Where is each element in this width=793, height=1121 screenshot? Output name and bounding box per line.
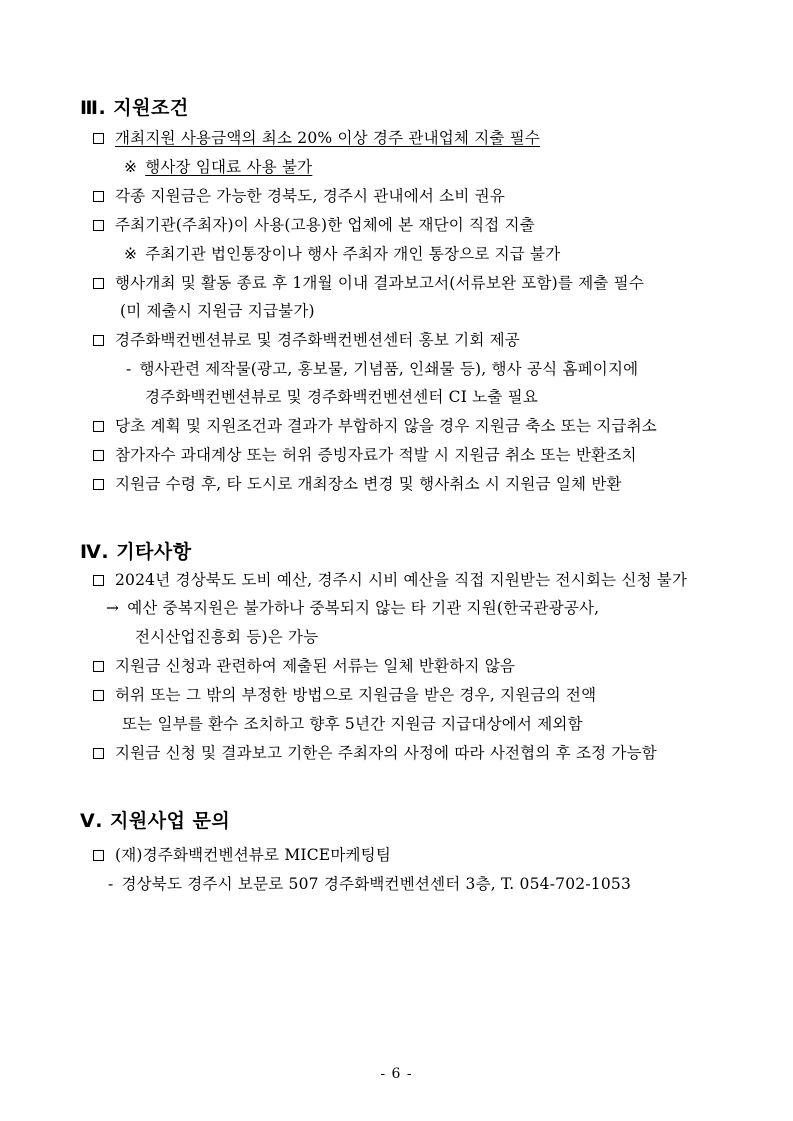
list-item-text: 주최기관(주최자)이 사용(고용)한 업체에 본 재단이 직접 지출 <box>115 216 535 234</box>
reference-mark: ※ <box>124 245 138 263</box>
list-item <box>93 416 657 436</box>
list-item <box>93 445 637 465</box>
dash-mark: - <box>108 875 114 893</box>
list-item <box>93 743 657 763</box>
list-item <box>93 186 505 206</box>
continuation-text <box>145 387 538 407</box>
section-heading-5: Ⅴ. 지원사업 문의 <box>80 810 231 832</box>
page-number: - 6 - <box>380 1066 413 1082</box>
checkbox-bullet-icon <box>93 335 104 346</box>
arrow-item-text: 예산 중복지원은 불가하나 중복되지 않는 타 기관 지원(한국관광공사, <box>127 599 600 617</box>
continuation-text-span: (미 제출시 지원금 지급불가) <box>120 302 315 320</box>
continuation-text <box>120 301 315 321</box>
section-heading-3: Ⅲ. 지원조건 <box>80 97 189 119</box>
list-item-text: 지원금 신청과 관련하여 제출된 서류는 일체 반환하지 않음 <box>115 657 516 675</box>
list-item <box>93 273 644 293</box>
list-item-text: 지원금 수령 후, 타 도시로 개최장소 변경 및 행사취소 시 지원금 일체 반환 <box>115 475 622 493</box>
checkbox-bullet-icon <box>93 748 104 759</box>
checkbox-bullet-icon <box>93 479 104 490</box>
list-item-text: (재)경주화백컨벤션뷰로 MICE마케팅팀 <box>115 846 392 864</box>
checkbox-bullet-icon <box>93 278 104 289</box>
arrow-right-icon: → <box>106 599 120 617</box>
list-item-text: 경주화백컨벤션뷰로 및 경주화백컨벤션센터 홍보 기회 제공 <box>115 331 520 349</box>
checkbox-bullet-icon <box>93 850 104 861</box>
list-item-text: 2024년 경상북도 도비 예산, 경주시 시비 예산을 직접 지원받는 전시회는 신청 불가 <box>115 571 688 589</box>
dash-item <box>108 874 631 894</box>
list-item-text: 참가자수 과대계상 또는 허위 증빙자료가 적발 시 지원금 취소 또는 반환조치 <box>115 446 637 464</box>
checkbox-bullet-icon <box>93 133 104 144</box>
continuation-text-span: 또는 일부를 환수 조치하고 향후 5년간 지원금 지급대상에서 제외함 <box>122 715 583 733</box>
reference-mark: ※ <box>124 158 138 176</box>
checkbox-bullet-icon <box>93 191 104 202</box>
checkbox-bullet-icon <box>93 220 104 231</box>
section-heading-4: Ⅳ. 기타사항 <box>80 541 192 563</box>
dash-item <box>126 359 638 379</box>
dash-item-text: 행사관련 제작물(광고, 홍보물, 기념품, 인쇄물 등), 행사 공식 홈페이지에 <box>139 360 639 378</box>
list-item-text: 개최지원 사용금액의 최소 20% 이상 경주 관내업체 지출 필수 <box>115 129 541 147</box>
continuation-text-span: 전시산업진흥회 등)은 가능 <box>135 628 319 646</box>
checkbox-bullet-icon <box>93 690 104 701</box>
dash-mark: - <box>126 360 132 378</box>
continuation-text <box>135 627 318 647</box>
list-item <box>93 215 535 235</box>
note-item <box>124 157 312 177</box>
list-item <box>93 474 622 494</box>
list-item-text: 허위 또는 그 밖의 부정한 방법으로 지원금을 받은 경우, 지원금의 전액 <box>115 686 597 704</box>
list-item <box>93 128 540 148</box>
list-item-text: 당초 계획 및 지원조건과 결과가 부합하지 않을 경우 지원금 축소 또는 지급취소 <box>115 417 657 435</box>
list-item <box>93 845 391 865</box>
checkbox-bullet-icon <box>93 661 104 672</box>
checkbox-bullet-icon <box>93 450 104 461</box>
dash-item-text: 경상북도 경주시 보문로 507 경주화백컨벤션센터 3층, T. 054-702-1053 <box>121 875 632 893</box>
checkbox-bullet-icon <box>93 575 104 586</box>
list-item-text: 지원금 신청 및 결과보고 기한은 주최자의 사정에 따라 사전협의 후 조정 가능함 <box>115 744 657 762</box>
list-item <box>93 685 596 705</box>
list-item <box>93 570 687 590</box>
continuation-text <box>122 714 583 734</box>
list-item-text: 행사개최 및 활동 종료 후 1개월 이내 결과보고서(서류보완 포함)를 제출 필수 <box>115 274 645 292</box>
continuation-text-span: 경주화백컨벤션뷰로 및 경주화백컨벤션센터 CI 노출 필요 <box>145 388 538 406</box>
note-text: 행사장 임대료 사용 불가 <box>145 158 313 176</box>
list-item <box>93 656 515 676</box>
checkbox-bullet-icon <box>93 421 104 432</box>
note-text: 주최기관 법인통장이나 행사 주최자 개인 통장으로 지급 불가 <box>145 245 561 263</box>
list-item <box>93 330 520 350</box>
note-item <box>124 244 560 264</box>
list-item-text: 각종 지원금은 가능한 경북도, 경주시 관내에서 소비 권유 <box>115 187 505 205</box>
arrow-item <box>106 598 599 618</box>
